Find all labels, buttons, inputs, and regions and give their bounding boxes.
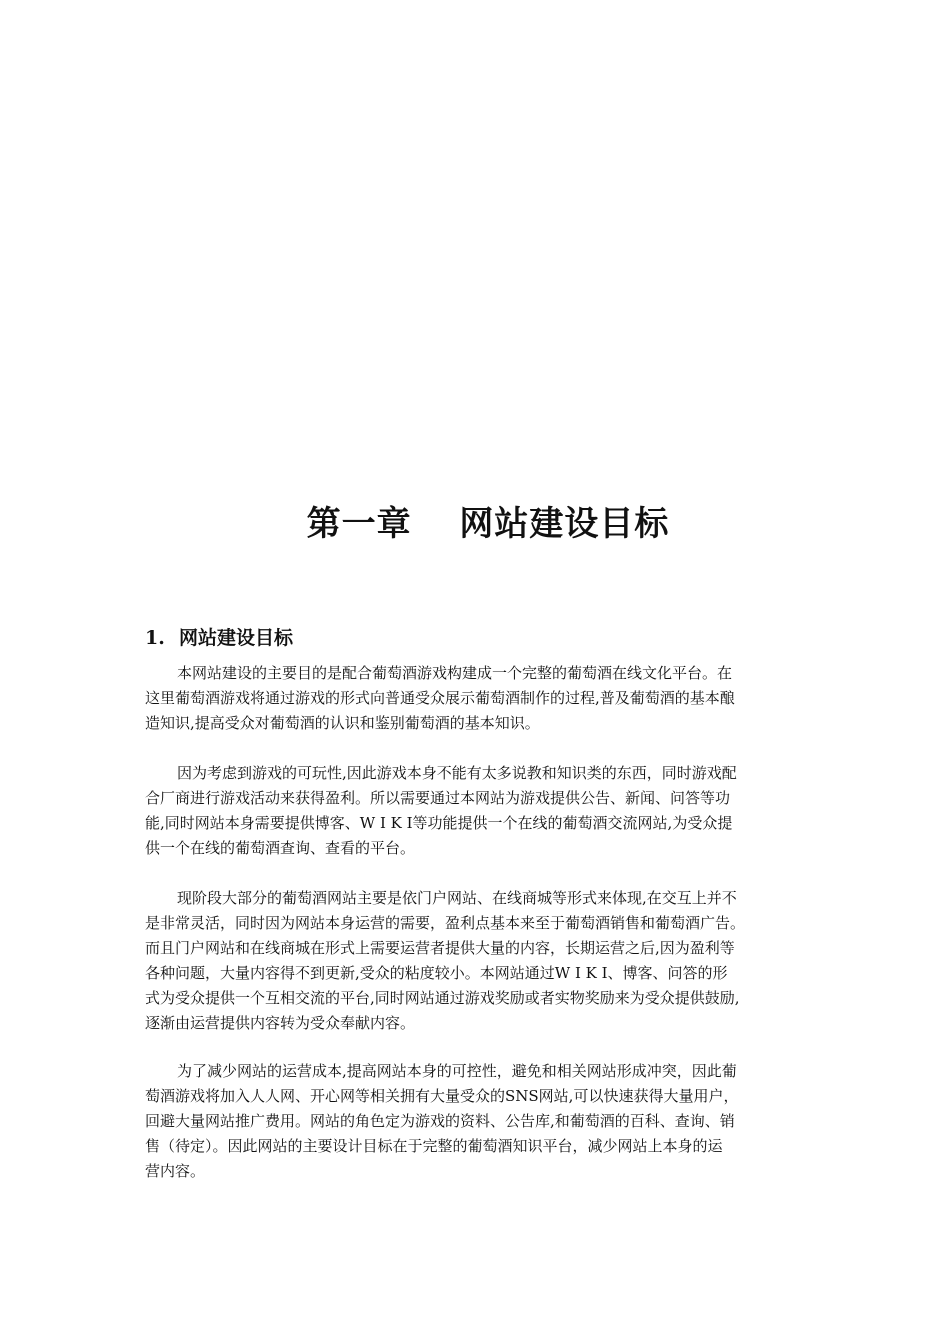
paragraph-line: 因为考虑到游戏的可玩性,因此游戏本身不能有太多说教和知识类的东西，同时游戏配: [177, 764, 737, 782]
section-title: 网站建设目标: [179, 627, 294, 649]
section-number: 1.: [145, 627, 165, 649]
section-heading: [145, 622, 293, 654]
paragraph-4: [145, 1059, 815, 1184]
paragraph-line: 这里葡萄酒游戏将通过游戏的形式向普通受众展示葡萄酒制作的过程,普及葡萄酒的基本酿: [145, 689, 735, 707]
paragraph-2: [145, 761, 815, 861]
paragraph-line: 为了减少网站的运营成本,提高网站本身的可控性，避免和相关网站形成冲突，因此葡: [177, 1062, 737, 1080]
paragraph-line: 各种问题，大量内容得不到更新,受众的粘度较小。本网站通过W I K I、博客、问答的形: [145, 964, 728, 982]
paragraph-line: 能,同时网站本身需要提供博客、W I K I等功能提供一个在线的葡萄酒交流网站,为受众提: [145, 814, 733, 832]
paragraph-line: 合厂商进行游戏活动来获得盈利。所以需要通过本网站为游戏提供公告、新闻、问答等功: [145, 789, 731, 807]
paragraph-line: 营内容。: [145, 1162, 206, 1180]
paragraph-line: 逐渐由运营提供内容转为受众奉献内容。: [145, 1014, 416, 1032]
paragraph-line: 回避大量网站推广费用。网站的角色定为游戏的资料、公告库,和葡萄酒的百科、查询、销: [145, 1112, 735, 1130]
paragraph-line: 式为受众提供一个互相交流的平台,同时网站通过游戏奖励或者实物奖励来为受众提供鼓励,: [145, 989, 740, 1007]
paragraph-line: 现阶段大部分的葡萄酒网站主要是依门户网站、在线商城等形式来体现,在交互上并不: [177, 889, 737, 907]
paragraph-line: 供一个在线的葡萄酒查询、查看的平台。: [145, 839, 416, 857]
paragraph-line: 是非常灵活，同时因为网站本身运营的需要，盈利点基本来至于葡萄酒销售和葡萄酒广告。: [145, 914, 746, 932]
paragraph-line: 造知识,提高受众对葡萄酒的认识和鉴别葡萄酒的基本知识。: [145, 714, 540, 732]
chapter-title: 第一章 网站建设目标: [306, 504, 670, 544]
paragraph-1: [145, 661, 815, 736]
paragraph-line: 售（待定）。因此网站的主要设计目标在于完整的葡萄酒知识平台，减少网站上本身的运: [145, 1137, 723, 1155]
paragraph-line: 萄酒游戏将加入人人网、开心网等相关拥有大量受众的SNS网站,可以快速获得大量用户，: [145, 1087, 739, 1105]
paragraph-line: 本网站建设的主要目的是配合葡萄酒游戏构建成一个完整的葡萄酒在线文化平台。在: [177, 664, 733, 682]
paragraph-3: [145, 886, 815, 1036]
paragraph-line: 而且门户网站和在线商城在形式上需要运营者提供大量的内容，长期运营之后,因为盈利等: [145, 939, 735, 957]
